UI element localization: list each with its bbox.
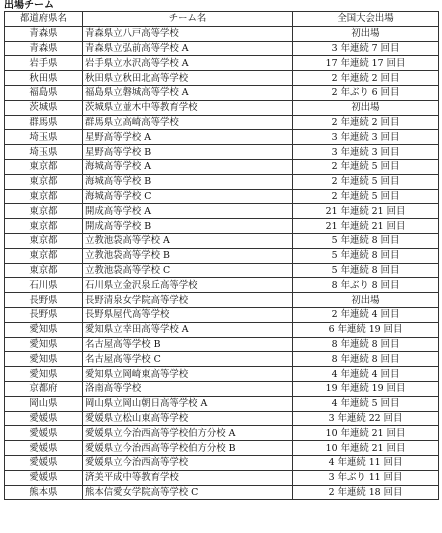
table-row: [5, 455, 439, 470]
cell-prefecture: 長野県: [5, 293, 83, 308]
table-row: [5, 115, 439, 130]
table-row: [5, 248, 439, 263]
cell-team-name: 名古屋高等学校 B: [83, 337, 293, 352]
cell-team-name: 洛南高等学校: [83, 381, 293, 396]
cell-team-name: 愛知県立岡崎東高等学校: [83, 367, 293, 382]
cell-team-name: 海城高等学校 A: [83, 159, 293, 174]
cell-team-name: 愛媛県立今治西高等学校: [83, 455, 293, 470]
table-row: [5, 263, 439, 278]
cell-team-name: 群馬県立高崎高等学校: [83, 115, 293, 130]
table-row: [5, 233, 439, 248]
cell-appearances: 初出場: [293, 26, 439, 41]
cell-prefecture: 青森県: [5, 26, 83, 41]
cell-prefecture: 熊本県: [5, 485, 83, 500]
cell-prefecture: 愛媛県: [5, 470, 83, 485]
cell-appearances: 6 年連続 19 回目: [293, 322, 439, 337]
cell-prefecture: 石川県: [5, 278, 83, 293]
cell-team-name: 立教池袋高等学校 A: [83, 233, 293, 248]
table-row: [5, 56, 439, 71]
table-header-row: [5, 12, 439, 27]
cell-prefecture: 愛知県: [5, 337, 83, 352]
cell-prefecture: 東京都: [5, 174, 83, 189]
cell-team-name: 熊本信愛女学院高等学校 C: [83, 485, 293, 500]
cell-team-name: 長野清泉女学院高等学校: [83, 293, 293, 308]
table-row: [5, 441, 439, 456]
cell-prefecture: 愛媛県: [5, 441, 83, 456]
cell-prefecture: 愛知県: [5, 352, 83, 367]
cell-team-name: 長野県屋代高等学校: [83, 307, 293, 322]
cell-appearances: 3 年ぶり 11 回目: [293, 470, 439, 485]
table-row: [5, 367, 439, 382]
cell-appearances: 21 年連続 21 回目: [293, 219, 439, 234]
cell-prefecture: 長野県: [5, 307, 83, 322]
cell-team-name: 済美平成中等教育学校: [83, 470, 293, 485]
cell-team-name: 海城高等学校 B: [83, 174, 293, 189]
cell-prefecture: 岩手県: [5, 56, 83, 71]
cell-team-name: 愛媛県立今治西高等学校伯方分校 A: [83, 426, 293, 441]
cell-team-name: 岩手県立水沢高等学校 A: [83, 56, 293, 71]
cell-prefecture: 埼玉県: [5, 145, 83, 160]
table-row: [5, 130, 439, 145]
cell-appearances: 10 年連続 21 回目: [293, 441, 439, 456]
cell-team-name: 愛知県立幸田高等学校 A: [83, 322, 293, 337]
cell-appearances: 初出場: [293, 100, 439, 115]
table-row: [5, 470, 439, 485]
cell-prefecture: 京都府: [5, 381, 83, 396]
header-national-appearances: 全国大会出場: [293, 12, 439, 27]
cell-appearances: 3 年連続 3 回目: [293, 130, 439, 145]
cell-team-name: 秋田県立秋田北高等学校: [83, 71, 293, 86]
cell-team-name: 青森県立八戸高等学校: [83, 26, 293, 41]
table-row: [5, 145, 439, 160]
cell-team-name: 名古屋高等学校 C: [83, 352, 293, 367]
cell-team-name: 青森県立弘前高等学校 A: [83, 41, 293, 56]
cell-team-name: 開成高等学校 B: [83, 219, 293, 234]
table-row: [5, 159, 439, 174]
cell-appearances: 2 年連続 4 回目: [293, 307, 439, 322]
cell-team-name: 立教池袋高等学校 B: [83, 248, 293, 263]
table-row: [5, 485, 439, 500]
cell-appearances: 19 年連続 19 回目: [293, 381, 439, 396]
cell-appearances: 2 年ぶり 6 回目: [293, 85, 439, 100]
cell-team-name: 茨城県立並木中等教育学校: [83, 100, 293, 115]
cell-team-name: 岡山県立岡山朝日高等学校 A: [83, 396, 293, 411]
table-row: [5, 204, 439, 219]
cell-appearances: 3 年連続 3 回目: [293, 145, 439, 160]
table-row: [5, 337, 439, 352]
table-row: [5, 426, 439, 441]
table-row: [5, 293, 439, 308]
table-row: [5, 411, 439, 426]
cell-team-name: 海城高等学校 C: [83, 189, 293, 204]
cell-team-name: 愛媛県立今治西高等学校伯方分校 B: [83, 441, 293, 456]
cell-prefecture: 愛媛県: [5, 411, 83, 426]
cell-appearances: 2 年連続 5 回目: [293, 174, 439, 189]
teams-table: [4, 11, 439, 500]
cell-appearances: 2 年連続 5 回目: [293, 159, 439, 174]
cell-prefecture: 岡山県: [5, 396, 83, 411]
cell-prefecture: 群馬県: [5, 115, 83, 130]
table-row: [5, 219, 439, 234]
cell-prefecture: 福島県: [5, 85, 83, 100]
cell-appearances: 5 年連続 8 回目: [293, 263, 439, 278]
cell-appearances: 2 年連続 18 回目: [293, 485, 439, 500]
table-row: [5, 174, 439, 189]
table-row: [5, 71, 439, 86]
cell-prefecture: 愛知県: [5, 322, 83, 337]
cell-appearances: 4 年連続 4 回目: [293, 367, 439, 382]
table-row: [5, 396, 439, 411]
cell-appearances: 2 年連続 5 回目: [293, 189, 439, 204]
cell-appearances: 8 年連続 8 回目: [293, 337, 439, 352]
cell-prefecture: 愛媛県: [5, 426, 83, 441]
cell-prefecture: 青森県: [5, 41, 83, 56]
cell-prefecture: 東京都: [5, 233, 83, 248]
cell-prefecture: 東京都: [5, 189, 83, 204]
cell-appearances: 3 年連続 22 回目: [293, 411, 439, 426]
cell-appearances: 8 年連続 8 回目: [293, 352, 439, 367]
table-row: [5, 381, 439, 396]
cell-appearances: 4 年連続 11 回目: [293, 455, 439, 470]
cell-appearances: 2 年連続 2 回目: [293, 115, 439, 130]
cell-team-name: 星野高等学校 B: [83, 145, 293, 160]
cell-team-name: 開成高等学校 A: [83, 204, 293, 219]
cell-prefecture: 東京都: [5, 204, 83, 219]
cell-prefecture: 東京都: [5, 159, 83, 174]
table-row: [5, 352, 439, 367]
table-row: [5, 322, 439, 337]
cell-prefecture: 東京都: [5, 219, 83, 234]
table-row: [5, 41, 439, 56]
section-title: 出場チーム: [4, 0, 54, 11]
cell-appearances: 2 年連続 2 回目: [293, 71, 439, 86]
cell-appearances: 初出場: [293, 293, 439, 308]
table-row: [5, 189, 439, 204]
table-row: [5, 100, 439, 115]
cell-prefecture: 愛知県: [5, 367, 83, 382]
cell-prefecture: 茨城県: [5, 100, 83, 115]
header-prefecture: 都道府県名: [5, 12, 83, 27]
cell-prefecture: 秋田県: [5, 71, 83, 86]
table-row: [5, 85, 439, 100]
cell-prefecture: 東京都: [5, 263, 83, 278]
cell-team-name: 立教池袋高等学校 C: [83, 263, 293, 278]
cell-appearances: 4 年連続 5 回目: [293, 396, 439, 411]
cell-appearances: 10 年連続 21 回目: [293, 426, 439, 441]
cell-appearances: 5 年連続 8 回目: [293, 248, 439, 263]
cell-prefecture: 東京都: [5, 248, 83, 263]
cell-team-name: 石川県立金沢泉丘高等学校: [83, 278, 293, 293]
cell-appearances: 17 年連続 17 回目: [293, 56, 439, 71]
cell-team-name: 愛媛県立松山東高等学校: [83, 411, 293, 426]
table-row: [5, 26, 439, 41]
cell-appearances: 8 年ぶり 8 回目: [293, 278, 439, 293]
cell-appearances: 3 年連続 7 回目: [293, 41, 439, 56]
cell-appearances: 21 年連続 21 回目: [293, 204, 439, 219]
cell-team-name: 星野高等学校 A: [83, 130, 293, 145]
table-row: [5, 278, 439, 293]
cell-prefecture: 愛媛県: [5, 455, 83, 470]
header-team-name: チーム名: [83, 12, 293, 27]
cell-team-name: 福島県立磐城高等学校 A: [83, 85, 293, 100]
cell-prefecture: 埼玉県: [5, 130, 83, 145]
cell-appearances: 5 年連続 8 回目: [293, 233, 439, 248]
table-row: [5, 307, 439, 322]
